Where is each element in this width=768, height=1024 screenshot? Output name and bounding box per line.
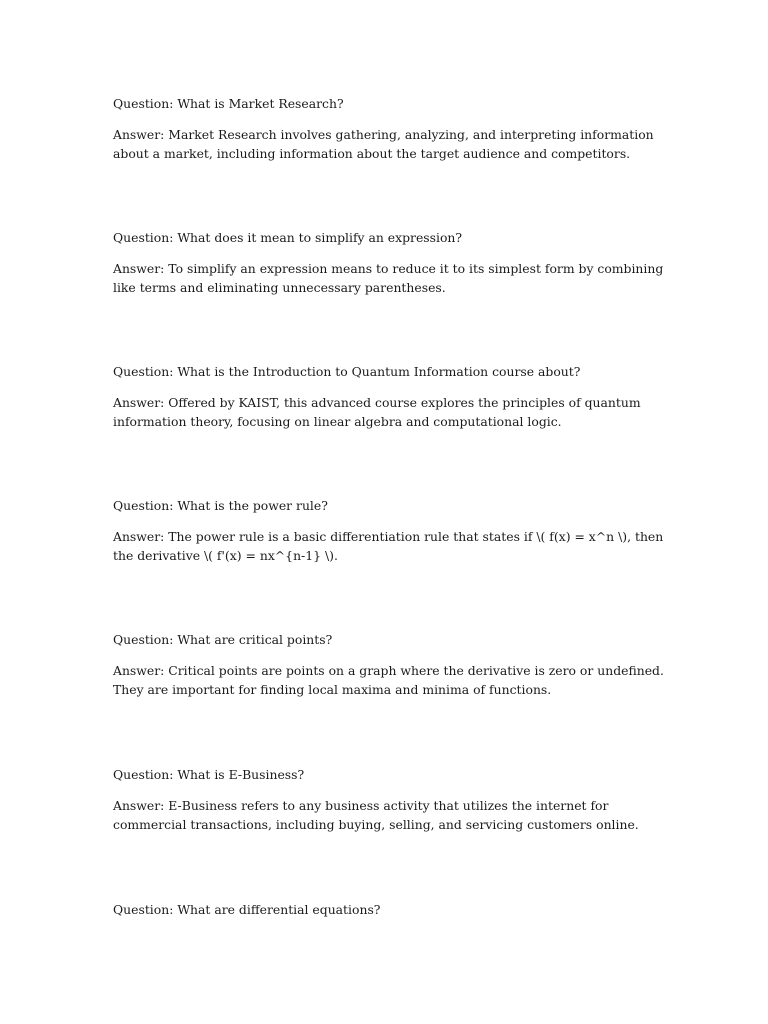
question-text: Question: What is E-Business?	[113, 767, 305, 782]
question-text: Question: What does it mean to simplify an expression?	[113, 230, 463, 245]
qa-item	[113, 362, 673, 431]
qa-item	[113, 496, 673, 565]
question-text: Question: What are differential equations?	[113, 902, 381, 917]
question-text: Question: What is the power rule?	[113, 498, 328, 513]
answer-text: Answer: Offered by KAIST, this advanced course explores the principles of quantum information theory, focusing on linear algebra and computational logic.	[113, 395, 641, 429]
question-text: Question: What is the Introduction to Quantum Information course about?	[113, 364, 581, 379]
question-text: Question: What are critical points?	[113, 632, 333, 647]
question-text: Question: What is Market Research?	[113, 96, 344, 111]
answer-text: Answer: To simplify an expression means to reduce it to its simplest form by combining like terms and eliminating unnecessary parentheses.	[113, 261, 664, 295]
answer-text: Answer: E-Business refers to any business activity that utilizes the internet for commercial transactions, including buying, selling, and servicing customers online.	[113, 798, 639, 832]
qa-item	[113, 228, 673, 297]
qa-item	[113, 630, 673, 699]
answer-text: Answer: The power rule is a basic differentiation rule that states if \( f(x) = x^n \), then the derivative \( f'(x) = nx^{n-1} \).	[113, 529, 664, 563]
qa-item	[113, 900, 673, 919]
qa-item	[113, 94, 673, 163]
answer-text: Answer: Market Research involves gathering, analyzing, and interpreting information about a market, including information about the target audience and competitors.	[113, 127, 654, 161]
qa-item	[113, 765, 673, 834]
answer-text: Answer: Critical points are points on a graph where the derivative is zero or undefined. They are important for finding local maxima and minima of functions.	[113, 663, 664, 697]
